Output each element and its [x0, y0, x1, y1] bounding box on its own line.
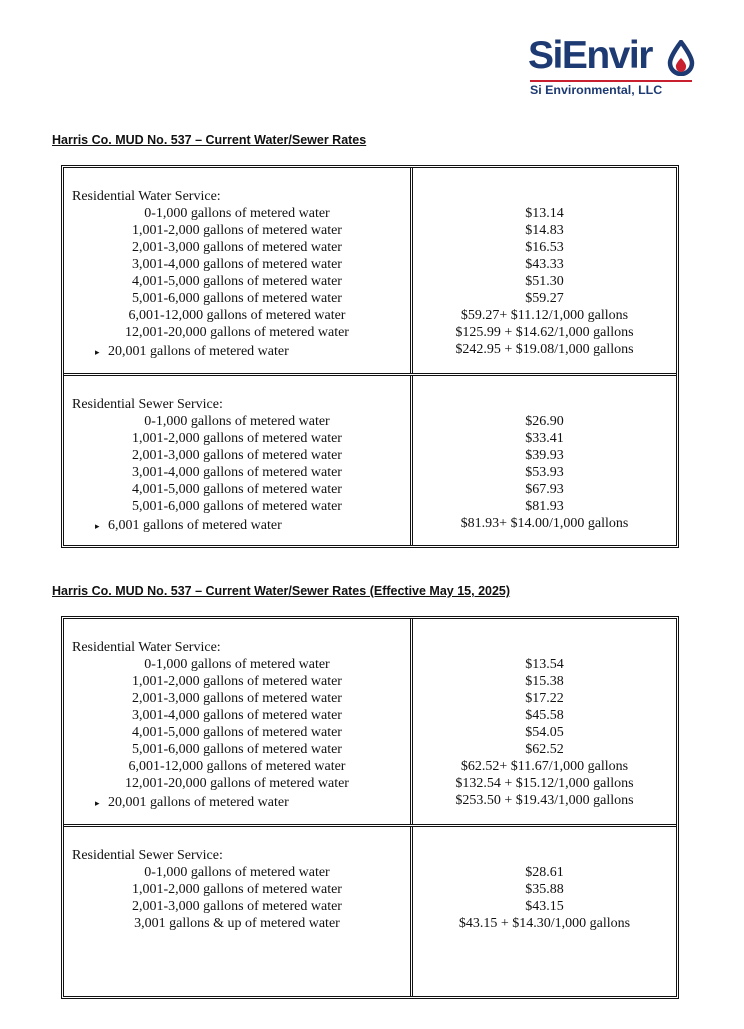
tier-label: 1,001-2,000 gallons of metered water: [132, 674, 342, 689]
water-tier-column: [64, 168, 410, 373]
section-heading-current: Harris Co. MUD No. 537 – Current Water/Sewer Rates: [52, 133, 367, 147]
tier-rate: $17.22: [525, 691, 564, 706]
sewer-service-title: Residential Sewer Service:: [72, 848, 223, 863]
tier-rate: $26.90: [525, 414, 564, 429]
tier-rate: $59.27+ $11.12/1,000 gallons: [460, 308, 629, 323]
tier-label: 2,001-3,000 gallons of metered water: [132, 448, 342, 463]
tier-rate: $125.99 + $14.62/1,000 gallons: [455, 325, 634, 340]
sewer-service-row: [64, 827, 676, 996]
tier-rate: $54.05: [525, 725, 564, 740]
bullet-arrow-icon: ▸: [95, 347, 100, 357]
tier-label: 1,001-2,000 gallons of metered water: [132, 223, 342, 238]
tier-rate: $67.93: [525, 482, 564, 497]
tier-rate: $53.93: [525, 465, 564, 480]
tier-label: 6,001-12,000 gallons of metered water: [128, 308, 346, 323]
tier-rate: $35.88: [525, 882, 564, 897]
water-rate-column: [413, 168, 676, 373]
company-logo: [528, 36, 698, 98]
tier-label: 1,001-2,000 gallons of metered water: [132, 882, 342, 897]
sewer-rate-column: [413, 376, 676, 545]
tier-label: 2,001-3,000 gallons of metered water: [132, 240, 342, 255]
tier-rate: $43.33: [525, 257, 564, 272]
tier-rate: $15.38: [525, 674, 564, 689]
tier-rate: $242.95 + $19.08/1,000 gallons: [455, 342, 634, 357]
sewer-service-title: Residential Sewer Service:: [72, 397, 223, 412]
water-tier-column: [64, 619, 410, 824]
tier-rate: $132.54 + $15.12/1,000 gallons: [455, 776, 634, 791]
tier-label: 5,001-6,000 gallons of metered water: [132, 742, 342, 757]
tier-rate: $253.50 + $19.43/1,000 gallons: [455, 793, 634, 808]
tier-label: 4,001-5,000 gallons of metered water: [132, 274, 342, 289]
tier-label: 12,001-20,000 gallons of metered water: [125, 325, 349, 340]
tier-rate: $13.14: [525, 206, 564, 221]
sewer-tier-column: [64, 376, 410, 545]
tier-label: 6,001 gallons of metered water: [108, 518, 282, 533]
tier-label: 20,001 gallons of metered water: [108, 795, 289, 810]
tier-rate: $62.52+ $11.67/1,000 gallons: [460, 759, 629, 774]
tier-label: 1,001-2,000 gallons of metered water: [132, 431, 342, 446]
tier-label: 0-1,000 gallons of metered water: [144, 865, 330, 880]
bullet-arrow-icon: ▸: [95, 521, 100, 531]
rate-table-current: [61, 165, 679, 548]
tier-label: 5,001-6,000 gallons of metered water: [132, 499, 342, 514]
section-heading-effective-may-2025: Harris Co. MUD No. 537 – Current Water/Sewer Rates (Effective May 15, 2025): [52, 584, 511, 598]
tier-label: 6,001-12,000 gallons of metered water: [128, 759, 346, 774]
tier-rate: $81.93: [525, 499, 564, 514]
tier-label: 3,001-4,000 gallons of metered water: [132, 257, 342, 272]
tier-label: 3,001-4,000 gallons of metered water: [132, 708, 342, 723]
sewer-tier-column: [64, 827, 410, 996]
tier-rate: $59.27: [525, 291, 564, 306]
tier-label: 2,001-3,000 gallons of metered water: [132, 691, 342, 706]
tier-label: 4,001-5,000 gallons of metered water: [132, 725, 342, 740]
bullet-arrow-icon: ▸: [95, 798, 100, 808]
tier-rate: $43.15 + $14.30/1,000 gallons: [458, 916, 631, 931]
logo-brand: SiEnvir: [528, 34, 652, 77]
rate-table-effective-may-2025: [61, 616, 679, 999]
water-service-title: Residential Water Service:: [72, 640, 221, 655]
water-service-title: Residential Water Service:: [72, 189, 221, 204]
logo-company-name: Si Environmental, LLC: [530, 83, 663, 97]
tier-rate: $16.53: [525, 240, 564, 255]
tier-rate: $33.41: [525, 431, 564, 446]
tier-rate: $45.58: [525, 708, 564, 723]
tier-label: 3,001 gallons & up of metered water: [134, 916, 340, 931]
tier-rate: $81.93+ $14.00/1,000 gallons: [460, 516, 629, 531]
sewer-service-row: [64, 376, 676, 545]
water-drop-icon: [666, 40, 696, 76]
tier-rate: $28.61: [525, 865, 564, 880]
water-service-row: [64, 168, 676, 376]
tier-label: 2,001-3,000 gallons of metered water: [132, 899, 342, 914]
sewer-rate-column: [413, 827, 676, 996]
tier-label: 0-1,000 gallons of metered water: [144, 414, 330, 429]
tier-label: 4,001-5,000 gallons of metered water: [132, 482, 342, 497]
tier-rate: $51.30: [525, 274, 564, 289]
tier-label: 20,001 gallons of metered water: [108, 344, 289, 359]
tier-rate: $43.15: [525, 899, 564, 914]
tier-rate: $39.93: [525, 448, 564, 463]
tier-label: 3,001-4,000 gallons of metered water: [132, 465, 342, 480]
tier-rate: $14.83: [525, 223, 564, 238]
tier-label: 0-1,000 gallons of metered water: [144, 657, 330, 672]
tier-label: 12,001-20,000 gallons of metered water: [125, 776, 349, 791]
tier-rate: $62.52: [525, 742, 564, 757]
water-service-row: [64, 619, 676, 827]
water-rate-column: [413, 619, 676, 824]
tier-label: 5,001-6,000 gallons of metered water: [132, 291, 342, 306]
tier-label: 0-1,000 gallons of metered water: [144, 206, 330, 221]
tier-rate: $13.54: [525, 657, 564, 672]
